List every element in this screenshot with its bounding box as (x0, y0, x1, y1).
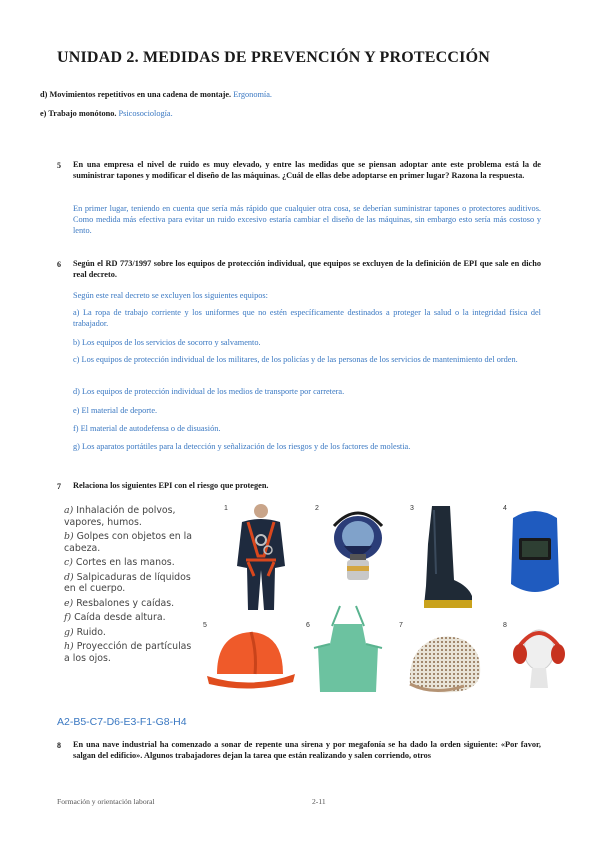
knitted-glove-image (404, 624, 486, 696)
q6-item-d: d) Los equipos de protección individual de los medios de transporte por carretera. (73, 387, 345, 396)
item-e-question: e) Trabajo monótono. (40, 109, 117, 118)
picture-number-2: 2 (315, 505, 319, 512)
item-e (40, 108, 173, 119)
picture-number-3: 3 (410, 505, 414, 512)
item-e-answer: Psicosociología. (118, 109, 173, 118)
footer-course: Formación y orientación laboral (57, 797, 155, 806)
risk-b: b) Golpes con objetos en la cabeza. (64, 531, 193, 554)
question-8-number: 8 (57, 741, 61, 750)
ear-muffs-image (508, 622, 570, 694)
item-d-answer: Ergonomía. (233, 90, 272, 99)
q6-item-a: a) La ropa de trabajo corriente y los uniformes que no estén específicamente destinados a proteger la salud o la integridad física del trabajador. (73, 308, 541, 328)
page-title: UNIDAD 2. MEDIDAS DE PREVENCIÓN Y PROTECCIÓN (57, 49, 490, 66)
question-8-text: En una nave industrial ha comenzado a sonar de repente una sirena y por megafonía se ha dado la orden siguiente: «Por favor, salgan del edificio». Algunos trabajadores dejan la tarea que están realizando y salen corriendo, otros (73, 740, 541, 760)
question-5-answer: En primer lugar, teniendo en cuenta que sería más rápido que cualquier otra cosa, se deberían suministrar tapones o protectores auditivos. Como medida más efectiva para evitar un ruido excesivo estaría cambiar el diseño de las máquinas, sin embargo esto sería más costoso y lento. (73, 204, 541, 235)
risk-c: c) Cortes en las manos. (64, 557, 175, 568)
safety-harness-image (228, 504, 294, 612)
welding-helmet-image (505, 508, 565, 600)
risk-d: d) Salpicaduras de líquidos en el cuerpo. (64, 571, 191, 594)
question-7-answer: A2-B5-C7-D6-E3-F1-G8-H4 (57, 716, 187, 728)
item-d (40, 89, 272, 100)
gas-mask-image (320, 506, 396, 586)
risk-e: e) Resbalones y caídas. (64, 597, 175, 609)
hard-hat-image (205, 626, 297, 692)
question-7-number: 7 (57, 482, 61, 491)
q6-item-f: f) El material de autodefensa o de disuasión. (73, 424, 221, 433)
q6-item-e: e) El material de deporte. (73, 406, 158, 415)
apron-image (312, 604, 384, 694)
risk-h: h) Proyección de partículas a los ojos. (64, 641, 192, 664)
risk-a: a) Inhalación de polvos, vapores, humos. (64, 505, 176, 528)
q6-item-g: g) Los aparatos portátiles para la detección y señalización de los riesgos y de los factores de molestia. (73, 442, 411, 451)
question-5-text: En una empresa el nivel de ruido es muy elevado, y entre las medidas que se piensan adoptar ante este problema está la de suministrar tapones y modificar el diseño de las máquinas. ¿Cuál de ellas debe adoptarse en primer lugar? Razona la respuesta. (73, 160, 541, 180)
picture-number-7: 7 (399, 622, 403, 629)
risk-g: g) Ruido. (64, 626, 106, 638)
q6-item-c: c) Los equipos de protección individual de los militares, de los policías y de las personas de los servicios de mantenimiento del orden. (73, 355, 518, 364)
item-d-question: d) Movimientos repetitivos en una cadena de montaje. (40, 90, 232, 99)
question-6-number: 6 (57, 260, 61, 269)
q6-item-b: b) Los equipos de los servicios de socorro y salvamento. (73, 338, 261, 347)
footer-page-number: 2-11 (312, 797, 326, 806)
picture-number-8: 8 (503, 622, 507, 629)
question-5-number: 5 (57, 161, 61, 170)
risk-list (64, 505, 196, 664)
question-6-text: Según el RD 773/1997 sobre los equipos de protección individual, que equipos se excluyen de la definición de EPI que sale en dicho real decreto. (73, 259, 541, 279)
picture-number-4: 4 (503, 505, 507, 512)
picture-number-5: 5 (203, 622, 207, 629)
rubber-boot-image (410, 504, 478, 612)
picture-number-1: 1 (224, 505, 228, 512)
question-6-intro: Según este real decreto se excluyen los siguientes equipos: (73, 291, 268, 300)
risk-f: f) Caída desde altura. (64, 612, 166, 623)
question-7-text: Relaciona los siguientes EPI con el riesgo que protegen. (73, 481, 269, 490)
picture-number-6: 6 (306, 622, 310, 629)
